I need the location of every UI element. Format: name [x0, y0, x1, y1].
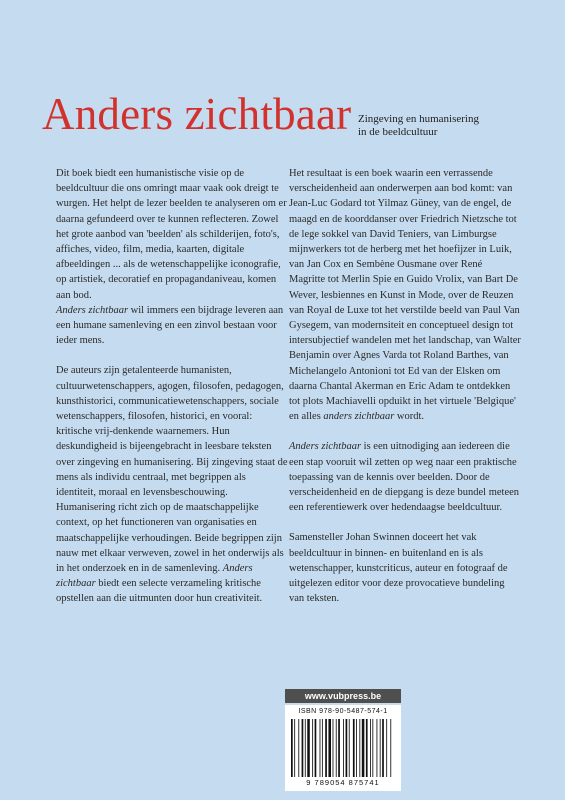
- left-paragraph-1-text: Dit boek biedt een humanistische visie op de beeldcultuur die ons omringt maar vaak ook dreigt te wurgen. Het helpt de lezer beelden te analyseren om er daarna gefundeerd over te kunnen reflecteren. Zowel het grote aanbod van 'beelden' als schilderijen, foto's, affiches, video, film, media, kaarten, digitale afbeeldingen ... als de wetenschappelijke iconografie, op artistiek, decoratief en propagandaniveau, komen aan bod.: [56, 168, 287, 301]
- subtitle-line-2: in de beeldcultuur: [358, 126, 438, 138]
- barcode-bar: [294, 719, 295, 777]
- left-paragraph-2-end: biedt een selecte verzameling kritische opstellen aan die uitmunten door hun creativiteit.: [56, 578, 263, 605]
- barcode-bar: [366, 719, 368, 777]
- barcode-bar: [320, 719, 321, 777]
- barcode-bar: [386, 719, 387, 777]
- barcode-bar: [353, 719, 355, 777]
- barcode-bar: [307, 719, 310, 777]
- barcode-bar: [377, 719, 378, 777]
- barcode-bar: [315, 719, 317, 777]
- barcode-bar: [349, 719, 350, 777]
- barcode-bar: [312, 719, 313, 777]
- barcode-bar: [390, 719, 391, 777]
- barcode-bar: [382, 719, 384, 777]
- left-text-column: [56, 166, 288, 622]
- right-paragraph-3: Samensteller Johan Swinnen doceert het vak beeldcultuur in binnen- en buitenland en is als wetenschapper, kunstcriticus, auteur en fotograaf de uitgelezen editor voor deze provocatieve bundeling van teksten.: [289, 532, 508, 605]
- barcode-bar: [346, 719, 348, 777]
- barcode-bar: [338, 719, 340, 777]
- publisher-url: www.vubpress.be: [285, 689, 401, 703]
- barcode-digits: 9 789054 875741: [306, 778, 380, 787]
- barcode-bar: [356, 719, 357, 777]
- barcode-bar: [359, 719, 360, 777]
- right-paragraph-2-italic: Anders zichtbaar: [289, 441, 362, 453]
- right-paragraph-2: [289, 439, 521, 515]
- barcode-bar: [328, 719, 331, 777]
- right-paragraph-2-text: is een uitnodiging aan iedereen die een stap vooruit wil zetten op weg naar een praktische toepassing van de kennis over beelden. Door de verscheidenheid en de diepgang is deze bundel meteen een referentiewerk over hedendaagse beeldcultuur.: [289, 441, 520, 514]
- right-paragraph-1-text: Het resultaat is een boek waarin een verrassende verscheidenheid aan onderwerpen aan bod komt: van Jean-Luc Godard tot Yilmaz Güney, van de engel, de maagd en de koorddanser over Friedrich Nietzsche tot de lege sokkel van David Teniers, van Limburgse mijnwerkers tot de herberg met het hoefijzer in Luik, van Jan Cox en Sembène Ousmane over René Magritte tot Merlin Spie en Guido Vrolix, van Bart De Wever, lesbiennes en Kunst in Mode, over de Reuzen van Royal de Luxe tot het verstilde beeld van Paul Van Gysegem, van modernsiteit en conceptueel design tot intersubjectief wandelen met het landschap, van Walter Benjamin over Agnes Varda tot Roland Barthes, van Michelangelo Antonioni tot Ed van der Elsken om daarna Chantal Akerman en Eric Adam te ontdekken tot plots Machiavelli opduikt in het virtuele 'Belgique' en alles: [289, 168, 521, 423]
- barcode-bar: [325, 719, 327, 777]
- barcode-bar: [370, 719, 371, 777]
- barcode-bar: [302, 719, 304, 777]
- barcode-bar: [305, 719, 306, 777]
- barcode-bar: [298, 719, 299, 777]
- left-paragraph-1-italic: Anders zichtbaar: [56, 304, 129, 316]
- left-paragraph-1-end: wil immers een bijdrage leveren aan een humane samenleving en een zinvol bestaan voor ieder mens.: [56, 304, 284, 347]
- book-subtitle: [358, 113, 498, 139]
- right-paragraph-1: [289, 166, 521, 424]
- barcode-bar: [336, 719, 337, 777]
- right-paragraph-1-end: wordt.: [394, 411, 425, 423]
- barcode-bar: [362, 719, 365, 777]
- left-paragraph-2-italic: Anders zichtbaar: [56, 563, 253, 590]
- right-paragraph-1-italic: anders zichtbaar: [323, 411, 395, 423]
- barcode-bar: [343, 719, 344, 777]
- left-paragraph-2-text: De auteurs zijn getalenteerde humanisten, cultuurwetenschappers, agogen, filosofen, pedagogen, kunsthistorici, communicatiewetenschappers, sociale wetenschappers, filosofen, historici, en vooral: kritische vrij-denkende waarnemers. Hun deskundigheid is bijeengebracht in leesbare teksten over zingeving en humanisering. Bij zingeving staat de mens als individu centraal, met begrippen als identiteit, moraal en levensbeschouwing. Humanisering richt zich op de maatschappelijke context, op het functioneren van organisaties en maatschappelijke verhoudingen. Beide begrippen zijn nauw met elkaar verweven, zowel in het onderwijs als in het onderzoek en in de samenleving.: [56, 365, 288, 575]
- barcode-bar: [380, 719, 381, 777]
- book-title: Anders zichtbaar: [42, 89, 352, 139]
- barcode-bars: [291, 719, 395, 777]
- barcode-bar: [322, 719, 323, 777]
- barcode-bar: [372, 719, 373, 777]
- subtitle-line-1: Zingeving en humanisering: [358, 113, 479, 125]
- isbn-label: ISBN 978-90-5487-574-1: [298, 708, 388, 715]
- left-paragraph-1: [56, 166, 288, 348]
- right-text-column: [289, 166, 521, 621]
- isbn-barcode: [285, 705, 401, 791]
- barcode-bar: [333, 719, 334, 777]
- left-paragraph-2: [56, 363, 288, 606]
- barcode-bar: [291, 719, 293, 777]
